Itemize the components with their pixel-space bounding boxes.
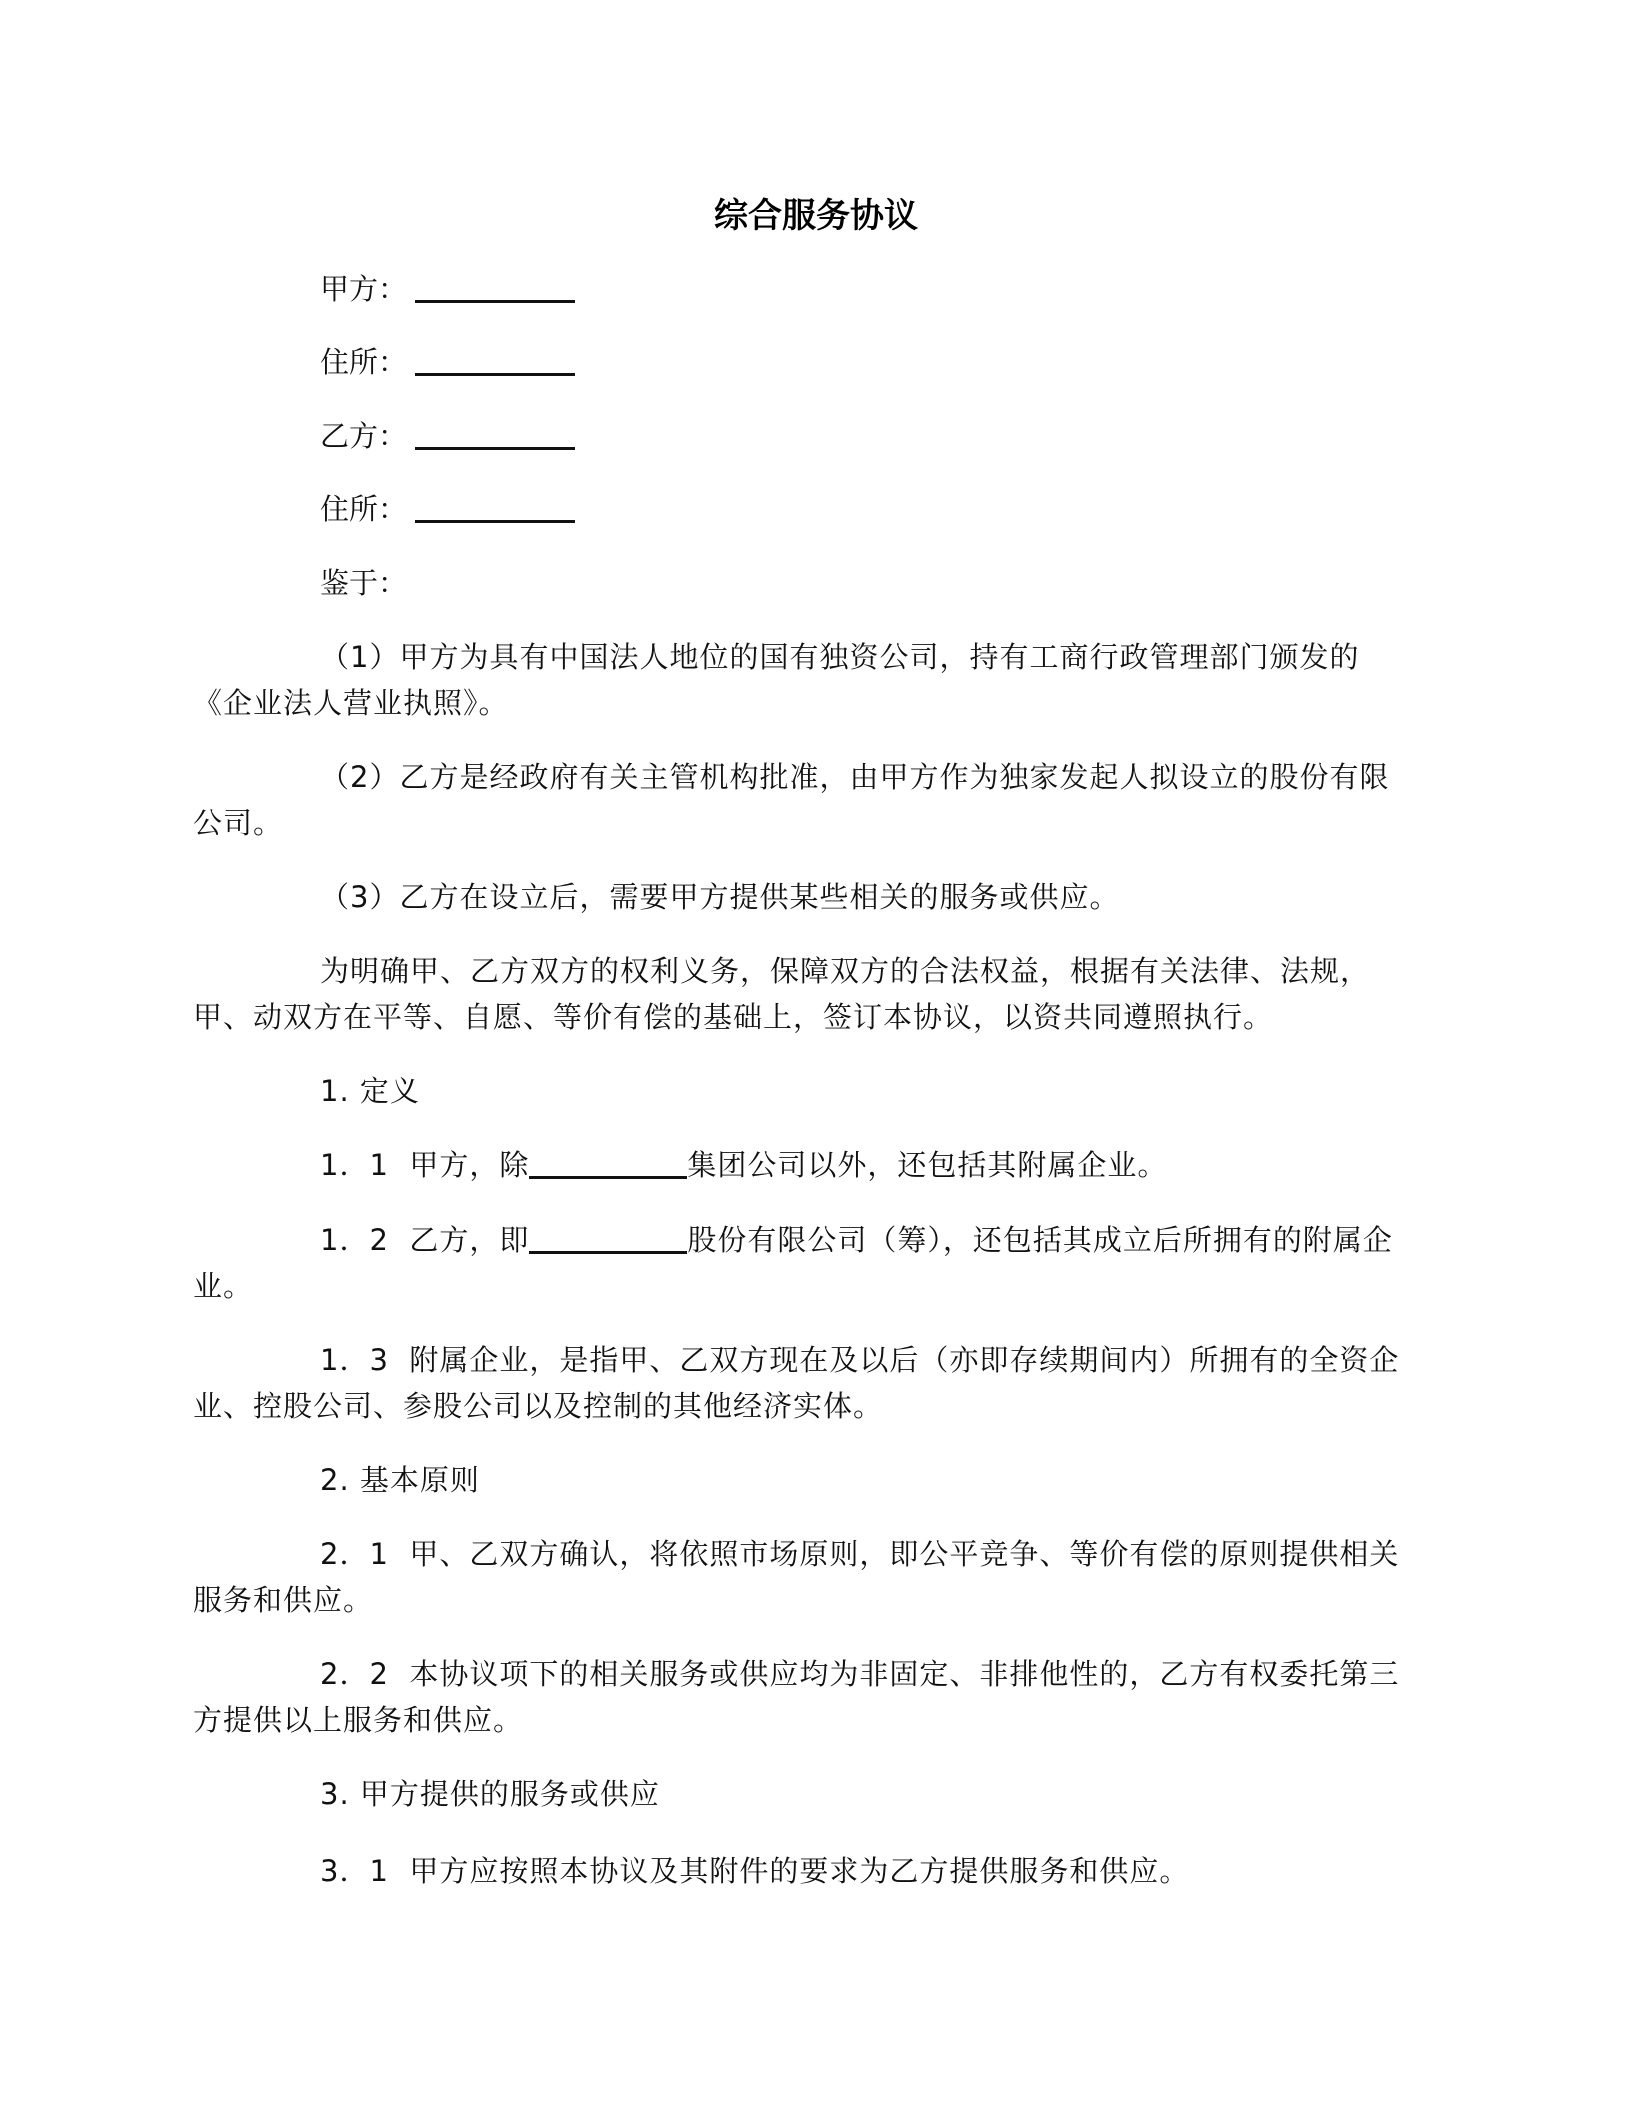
clause-text: 本协议项下的相关服务或供应均为非固定、非排他性的，乙方有权委托第三方提供以上服务和供应。 — [193, 1657, 1400, 1737]
clause-text-pre: 乙方，即 — [409, 1223, 530, 1257]
section-2-heading — [320, 1457, 1420, 1503]
clause-text-post: 集团公司以外，还包括其附属企业。 — [687, 1148, 1168, 1182]
party-b-label: 乙方： — [320, 419, 408, 453]
recital-number: （2） — [320, 760, 400, 794]
section-number: 3. — [320, 1777, 350, 1811]
party-b-blank[interactable] — [415, 417, 575, 450]
preamble: 为明确甲、乙方双方的权利义务，保障双方的合法权益，根据有关法律、法规，甲、动双方在平等、自愿、等价有偿的基础上，签订本协议，以资共同遵照执行。 — [193, 954, 1371, 1034]
clause-text-post: 股份有限公司（筹），还包括其成立后所拥有的附属企业。 — [193, 1223, 1393, 1303]
recital-text: 甲方为具有中国法人地位的国有独资公司，持有工商行政管理部门颁发的《企业法人营业执照》。 — [193, 640, 1360, 720]
recital-2 — [193, 754, 1413, 846]
clause-number: 3．1 — [320, 1854, 389, 1888]
recital-3 — [193, 874, 1413, 920]
party-b-address-label: 住所： — [320, 492, 408, 526]
clause-number: 1．2 — [320, 1223, 389, 1257]
clause-number: 1．3 — [320, 1343, 389, 1377]
recital-1 — [193, 634, 1413, 726]
section-title: 定义 — [359, 1074, 420, 1108]
section-title: 基本原则 — [359, 1463, 480, 1497]
clause-text-pre: 甲方，除 — [409, 1148, 530, 1182]
party-b-address-field — [320, 486, 575, 532]
clause-2-1 — [193, 1531, 1413, 1623]
party-a-label: 甲方： — [320, 272, 408, 306]
section-1-heading — [320, 1068, 1420, 1114]
party-a-field — [320, 266, 575, 312]
clause-1-1 — [193, 1142, 1413, 1188]
document-title: 综合服务协议 — [714, 196, 918, 236]
recital-number: （1） — [320, 640, 400, 674]
clause-number: 2．2 — [320, 1657, 389, 1691]
section-number: 1. — [320, 1074, 350, 1108]
clause-text: 甲、乙双方确认，将依照市场原则，即公平竞争、等价有偿的原则提供相关服务和供应。 — [193, 1537, 1400, 1617]
recital-number: （3） — [320, 880, 400, 914]
recital-text: 乙方是经政府有关主管机构批准，由甲方作为独家发起人拟设立的股份有限公司。 — [193, 760, 1390, 840]
clause-number: 2．1 — [320, 1537, 389, 1571]
clause-3-1 — [193, 1848, 1413, 1894]
party-a-address-field — [320, 339, 575, 385]
clause-1-2 — [193, 1217, 1413, 1309]
section-3-heading — [320, 1771, 1420, 1817]
recital-text: 乙方在设立后，需要甲方提供某些相关的服务或供应。 — [399, 880, 1120, 914]
whereas-label: 鉴于： — [320, 566, 408, 600]
party-b-address-blank[interactable] — [415, 490, 575, 523]
clause-2-2 — [193, 1651, 1413, 1743]
section-title: 甲方提供的服务或供应 — [359, 1777, 660, 1811]
clause-number: 1．1 — [320, 1148, 389, 1182]
group-company-blank[interactable] — [529, 1146, 687, 1179]
party-a-address-blank[interactable] — [415, 343, 575, 376]
party-b-field — [320, 413, 575, 459]
clause-text: 甲方应按照本协议及其附件的要求为乙方提供服务和供应。 — [409, 1854, 1190, 1888]
clause-1-3 — [193, 1337, 1413, 1429]
clause-text: 附属企业，是指甲、乙双方现在及以后（亦即存续期间内）所拥有的全资企业、控股公司、参股公司以及控制的其他经济实体。 — [193, 1343, 1400, 1423]
company-name-blank[interactable] — [529, 1221, 687, 1254]
party-a-blank[interactable] — [415, 270, 575, 303]
section-number: 2. — [320, 1463, 350, 1497]
party-a-address-label: 住所： — [320, 345, 408, 379]
